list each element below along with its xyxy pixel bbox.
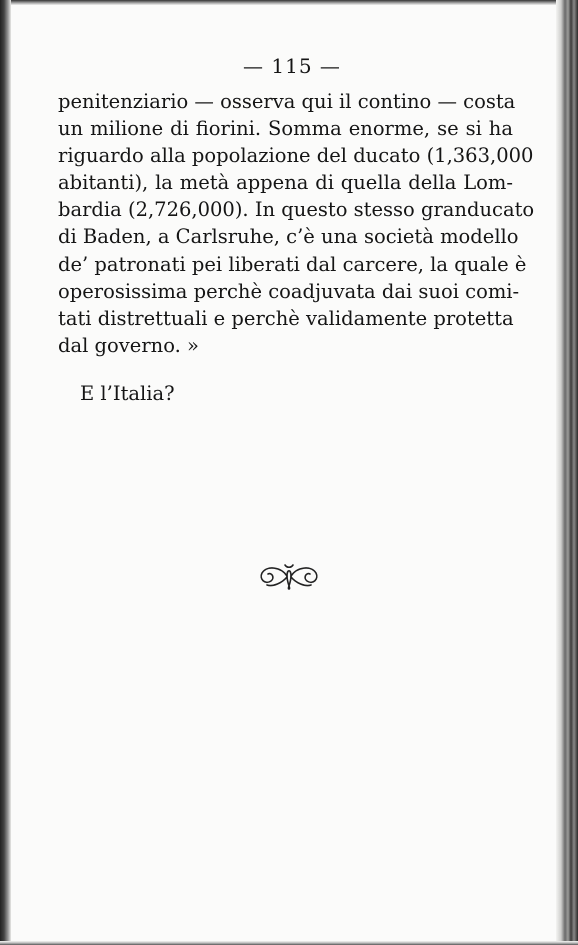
page-number-header [0,54,578,78]
text-line: dal governo. » [58,333,199,357]
text-line: de’ patronati pei liberati dal carcere, la quale è [58,252,527,276]
body-paragraph [58,88,535,359]
page-right-edge [556,0,578,945]
text-line: un milione di fiorini. Somma enorme, se si ha [58,117,513,141]
text-line: riguardo alla popolazione del ducato (1,363,000 [58,144,534,168]
text-line: penitenziario — osserva qui il contino — costa [58,90,516,113]
text-line: abitanti), la metà appena di quella della Lom- [58,171,513,195]
page-bottom-edge [0,941,578,945]
page-top-edge [0,0,578,5]
text-line: operosissima perchè coadjuvata dai suoi comi- [58,279,520,303]
page-number: — 115 — [243,54,341,78]
page-left-edge [0,0,11,945]
text-line: tati distrettuali e perchè validamente protetta [58,306,514,330]
text-line: di Baden, a Carlsruhe, c’è una società modello [58,225,519,249]
closing-question: E l’Italia? [80,382,175,405]
fleuron-ornament-icon [257,561,321,591]
text-line: bardia (2,726,000). In questo stesso granducato [58,198,535,222]
